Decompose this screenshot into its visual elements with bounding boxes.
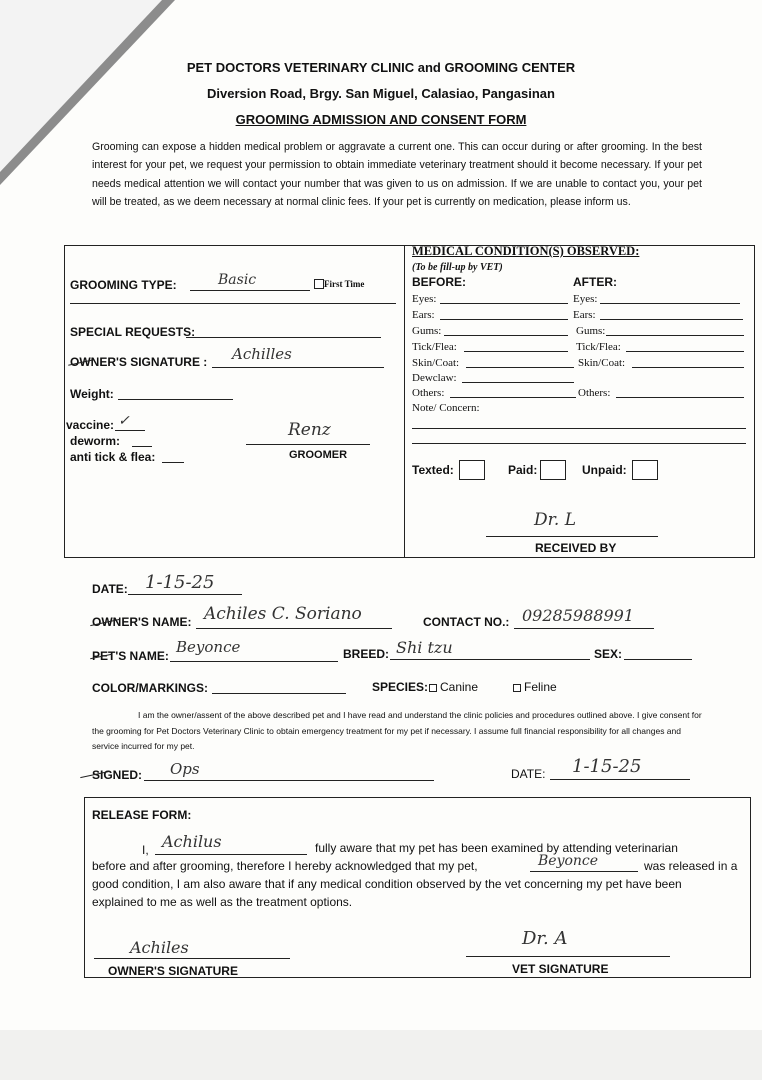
- release-text-4: good condition, I am also aware that if any medical condition observed by the vet concerning my pet have been: [92, 877, 682, 891]
- first-time-label: First Time: [324, 279, 365, 289]
- release-owner-sig-line: [94, 958, 290, 959]
- groomer-line: [246, 444, 370, 445]
- after-label: AFTER:: [573, 275, 617, 289]
- vaccine-label: vaccine:: [66, 418, 115, 432]
- signed-line: [144, 780, 434, 781]
- dewclaw-label: Dewclaw:: [412, 372, 457, 384]
- note-label: Note/ Concern:: [412, 402, 480, 414]
- dewclaw-line: [462, 382, 574, 383]
- groomer-signature: Renz: [288, 420, 331, 440]
- paid-checkbox[interactable]: [540, 460, 566, 480]
- species-label: SPECIES:: [372, 680, 429, 694]
- release-owner-line: [155, 854, 307, 855]
- vet-sig-label: VET SIGNATURE: [512, 962, 609, 976]
- signed-value: Ops: [170, 760, 200, 778]
- owner-signature-value: Achilles: [232, 345, 292, 363]
- weight-label: Weight:: [70, 387, 114, 401]
- after-skin: Skin/Coat:: [578, 357, 626, 369]
- clinic-address: Diversion Road, Brgy. San Miguel, Calasiao, Pangasinan: [207, 86, 555, 101]
- date-value: 1-15-25: [145, 572, 215, 593]
- vet-sig-line: [466, 956, 670, 957]
- before-gums: Gums:: [412, 325, 442, 337]
- sex-line: [624, 659, 692, 660]
- after-gums-line: [606, 335, 744, 336]
- received-by-line: [486, 536, 658, 537]
- release-title: RELEASE FORM:: [92, 808, 192, 822]
- after-ears-line: [600, 319, 743, 320]
- antitick-label: anti tick & flea:: [70, 450, 156, 464]
- date2-label: DATE:: [511, 767, 546, 781]
- date2-value: 1-15-25: [572, 756, 642, 777]
- contact-value: 09285988991: [522, 606, 634, 625]
- vaccine-line: [115, 430, 145, 431]
- medical-title: MEDICAL CONDITION(S) OBSERVED:: [412, 244, 640, 258]
- before-ears-line: [440, 319, 568, 320]
- canine-label: Canine: [440, 680, 479, 694]
- weight-line: [118, 399, 233, 400]
- date-line: [128, 594, 242, 595]
- canine-checkbox[interactable]: [429, 684, 437, 692]
- grooming-type-line-2: [70, 303, 396, 304]
- feline-label: Feline: [524, 680, 557, 694]
- release-owner-signature: Achiles: [130, 938, 189, 957]
- before-eyes-line: [440, 303, 568, 304]
- clinic-name: PET DOCTORS VETERINARY CLINIC and GROOMING CENTER: [186, 60, 576, 75]
- owner-name-label: OWNER'S NAME:: [92, 615, 192, 629]
- release-pet-value: Beyonce: [538, 853, 599, 869]
- groomer-label: GROOMER: [289, 449, 348, 461]
- before-gums-line: [444, 335, 568, 336]
- owner-name-line: [196, 628, 392, 629]
- grooming-type-value: Basic: [218, 272, 257, 288]
- antitick-line: [162, 462, 184, 463]
- received-by-signature: Dr. L: [534, 510, 576, 530]
- owner-signature-line: [212, 367, 384, 368]
- owner-name-value: Achiles C. Soriano: [204, 604, 362, 624]
- unpaid-label: Unpaid:: [582, 463, 627, 477]
- release-text-2: before and after grooming, therefore I hereby acknowledged that my pet,: [92, 859, 478, 873]
- release-text-3: was released in a: [644, 859, 738, 873]
- form-title: GROOMING ADMISSION AND CONSENT FORM: [235, 112, 527, 127]
- contact-line: [514, 628, 654, 629]
- color-line: [212, 693, 346, 694]
- contact-label: CONTACT NO.:: [423, 615, 510, 629]
- breed-label: BREED:: [343, 647, 390, 661]
- feline-checkbox[interactable]: [513, 684, 521, 692]
- paid-label: Paid:: [508, 463, 538, 477]
- vet-signature: Dr. A: [522, 928, 568, 949]
- pet-name-value: Beyonce: [176, 638, 241, 656]
- sex-label: SEX:: [594, 647, 623, 661]
- date-label: DATE:: [92, 582, 128, 596]
- color-label: COLOR/MARKINGS:: [92, 681, 208, 695]
- others-after: Others:: [578, 387, 611, 399]
- owner-signature-label: OWNER'S SIGNATURE :: [70, 355, 208, 369]
- intro-paragraph: Grooming can expose a hidden medical problem or aggravate a current one. This can occur during or after grooming. In the best interest for your pet, we request your permission to obtain immediate veterinary treatment should it become necessary. If your pet needs medical attention we will contact your number that was given to us on admission. If we are unable to contact you, your pet will be treated, as we deem necessary at normal clinic fees. If your pet is currently on medication, please inform us.: [92, 141, 702, 209]
- after-tick-line: [626, 351, 744, 352]
- medical-subtitle: (To be fill-up by VET): [412, 262, 503, 273]
- release-pet-line: [530, 871, 638, 872]
- note-line-2: [412, 443, 746, 444]
- signed-label: SIGNED:: [92, 768, 143, 782]
- received-by-label: RECEIVED BY: [535, 541, 617, 555]
- others-before-line: [450, 397, 576, 398]
- others-after-line: [616, 397, 744, 398]
- breed-line: [390, 659, 590, 660]
- after-eyes: Eyes:: [573, 293, 598, 305]
- release-owner-value: Achilus: [162, 832, 222, 851]
- release-i: I,: [142, 843, 149, 857]
- pet-name-label: PET'S NAME:: [92, 649, 169, 663]
- special-requests-line: [186, 337, 381, 338]
- before-skin-line: [466, 367, 574, 368]
- date2-line: [550, 779, 690, 780]
- before-ears: Ears:: [412, 309, 435, 321]
- others-before: Others:: [412, 387, 445, 399]
- before-skin: Skin/Coat:: [412, 357, 460, 369]
- consent-text: I am the owner/assent of the above described pet and I have read and understand the clinic policies and procedures outlined above. I give consent for the grooming for Pet Doctors Veterinary Clinic to obtain emergency treatment for my pet if necessary. I assume full financial responsibility for all changes and service incurred for my pet.: [92, 710, 702, 751]
- after-skin-line: [632, 367, 744, 368]
- pet-name-line: [170, 661, 338, 662]
- texted-checkbox[interactable]: [459, 460, 485, 480]
- grooming-type-line: [190, 290, 310, 291]
- release-text-5: explained to me as well as the treatment options.: [92, 895, 353, 909]
- vaccine-check: ✓: [118, 413, 130, 429]
- unpaid-checkbox[interactable]: [632, 460, 658, 480]
- after-eyes-line: [600, 303, 740, 304]
- first-time-checkbox[interactable]: [314, 279, 324, 289]
- release-text-1: fully aware that my pet has been examined by attending veterinarian: [315, 841, 678, 855]
- before-eyes: Eyes:: [412, 293, 437, 305]
- before-tick-line: [464, 351, 568, 352]
- after-ears: Ears:: [573, 309, 596, 321]
- deworm-label: deworm:: [70, 434, 121, 448]
- before-label: BEFORE:: [412, 275, 466, 289]
- box-divider: [404, 245, 405, 558]
- deworm-line: [132, 446, 152, 447]
- after-tick: Tick/Flea:: [576, 341, 621, 353]
- texted-label: Texted:: [412, 463, 454, 477]
- special-requests-label: SPECIAL REQUESTS:: [70, 325, 196, 339]
- note-line-1: [412, 428, 746, 429]
- after-gums: Gums:: [576, 325, 606, 337]
- grooming-type-label: GROOMING TYPE:: [70, 278, 177, 292]
- release-owner-sig-label: OWNER'S SIGNATURE: [108, 964, 238, 978]
- before-tick: Tick/Flea:: [412, 341, 457, 353]
- breed-value: Shi tzu: [396, 638, 453, 657]
